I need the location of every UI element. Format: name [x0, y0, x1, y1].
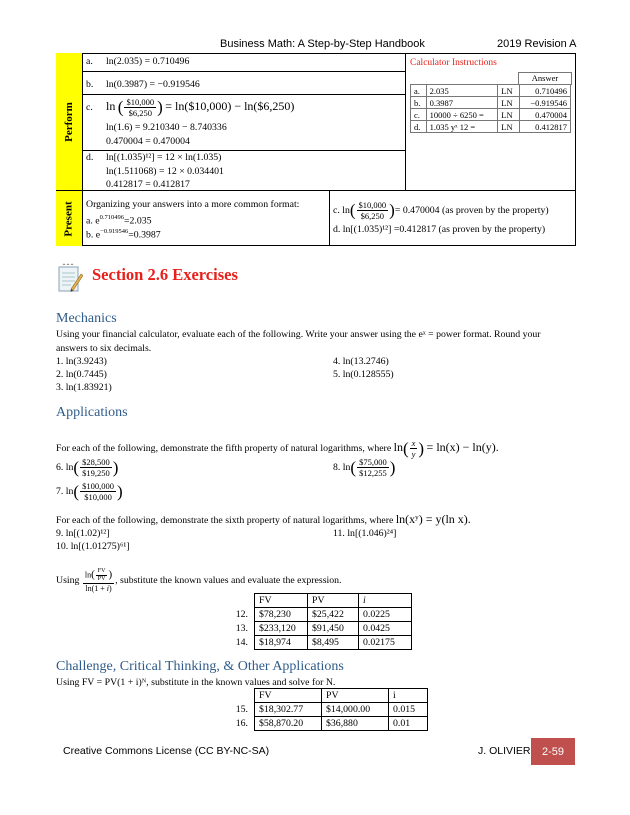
using-formula-line: Using ln( $\frac{FV}{PV}$ ) ln(1 + i) , substitute the known values and evaluate the expression. — [56, 568, 342, 593]
revision-label: 2019 Revision A — [497, 38, 577, 50]
present-d: d. ln[(1.035)¹²] =0.412817 (as proven by the property) — [333, 224, 546, 235]
exercise-2: 2. ln(0.7445) — [56, 369, 107, 380]
step-b-row: b. ln(0.3987) = −0.919546 — [86, 79, 200, 90]
present-a: a. $e^{0.710496}=2.035$ — [86, 214, 152, 227]
step-d-line3: 0.412817 = 0.412817 — [106, 179, 190, 190]
calculator-table — [410, 84, 571, 133]
section-title: Section 2.6 Exercises — [92, 265, 238, 284]
table-row: 12. $78,230 $25,422 0.0225 — [224, 608, 412, 622]
mechanics-heading: Mechanics — [56, 311, 117, 326]
step-c-line3: 0.470004 = 0.470004 — [106, 136, 190, 147]
sixth-property-intro: For each of the following, demonstrate the sixth property of natural logarithms, where ln(xʸ) = y(ln x). — [56, 512, 471, 526]
exercise-1: 1. ln(3.9243) — [56, 356, 107, 367]
fifth-property-intro: For each of the following, demonstrate the fifth property of natural logarithms, where ln( $\frac{x}{y}$ ) = ln(x) − ln(y). — [56, 438, 499, 459]
table-row: 15. $18,302.77 $14,000.00 0.015 — [224, 703, 428, 717]
calc-row-a: a. 2.035 LN 0.710496 — [411, 85, 571, 97]
notepad-pencil-icon — [57, 262, 83, 294]
divider — [405, 53, 406, 191]
step-c-line2: ln(1.6) = 9.210340 − 8.740336 — [106, 122, 227, 133]
step-d-line2: ln(1.511068) = 12 × 0.034401 — [106, 166, 224, 177]
applications-heading: Applications — [56, 405, 128, 420]
answer-header: Answer — [518, 72, 572, 85]
page-number-badge: 2-59 — [531, 738, 575, 765]
exercise-9: 9. ln[(1.02)¹²] — [56, 528, 110, 539]
table-row: 14. $18,974 $8,495 0.02175 — [224, 636, 412, 650]
present-c: c. ln( $\frac{\$10,000}{\$6,250}$ )= 0.470004 (as proven by the property) — [333, 200, 549, 221]
exercise-7: 7. ln( $\frac{\$100,000}{\$10,000}$ ) — [56, 481, 123, 502]
step-a-row: a. ln(2.035) = 0.710496 — [86, 56, 190, 67]
step-c-row: c. ln ( $\frac{\$10,000}{\$6,250}$ ) = ln($10,000) − ln($6,250) — [86, 97, 295, 118]
exercise-table-15-16: FV PV i 15. $18,302.77 $14,000.00 0.015 16. $58,870.20 $36,880 0.01 — [224, 688, 428, 731]
exercise-10: 10. ln[(1.01275)⁶¹] — [56, 541, 130, 552]
exercise-3: 3. ln(1.83921) — [56, 382, 112, 393]
mechanics-instructions: Using your financial calculator, evaluate each of the following. Write your answer using the eˣ = power format. Round your answers to six decimals. — [56, 329, 541, 354]
divider — [329, 191, 330, 246]
exercise-5: 5. ln(0.128555) — [333, 369, 394, 380]
exercise-8: 8. ln( $\frac{\$75,000}{\$12,255}$ ) — [333, 457, 396, 478]
perform-side-label: Perform — [56, 53, 83, 191]
exercise-table-12-14: FV PV i 12. $78,230 $25,422 0.0225 13. $233,120 $91,450 0.0425 14. $18,974 $8,495 0.02175 — [224, 593, 412, 650]
author-name: J. OLIVIER — [478, 745, 531, 757]
license-text: Creative Commons License (CC BY-NC-SA) — [63, 745, 270, 757]
calc-row-d: d. 1.035 yˣ 12 = LN 0.412817 — [411, 121, 571, 133]
exercise-6: 6. ln( $\frac{\$28,500}{\$19,250}$ ) — [56, 457, 119, 478]
present-intro: Organizing your answers into a more common format: — [86, 199, 300, 210]
step-d-row: d. ln[(1.035)¹²] = 12 × ln(1.035) — [86, 152, 222, 163]
challenge-intro: Using FV = PV(1 + i)ᴺ, substitute in the known values and solve for N. — [56, 677, 336, 688]
table-row: 16. $58,870.20 $36,880 0.01 — [224, 717, 428, 731]
present-b: b. $e^{-0.919546}=0.3987$ — [86, 228, 161, 241]
calc-row-b: b. 0.3987 LN −0.919546 — [411, 97, 571, 109]
book-title: Business Math: A Step-by-Step Handbook — [220, 38, 425, 50]
table-row: 13. $233,120 $91,450 0.0425 — [224, 622, 412, 636]
calculator-instructions-title: Calculator Instructions — [410, 58, 497, 68]
exercise-4: 4. ln(13.2746) — [333, 356, 389, 367]
present-side-label: Present — [56, 191, 83, 246]
exercise-11: 11. ln[(1.046)²⁴] — [333, 528, 397, 539]
challenge-heading: Challenge, Critical Thinking, & Other Applications — [56, 659, 344, 674]
calc-row-c: c. 10000 ÷ 6250 = LN 0.470004 — [411, 109, 571, 121]
